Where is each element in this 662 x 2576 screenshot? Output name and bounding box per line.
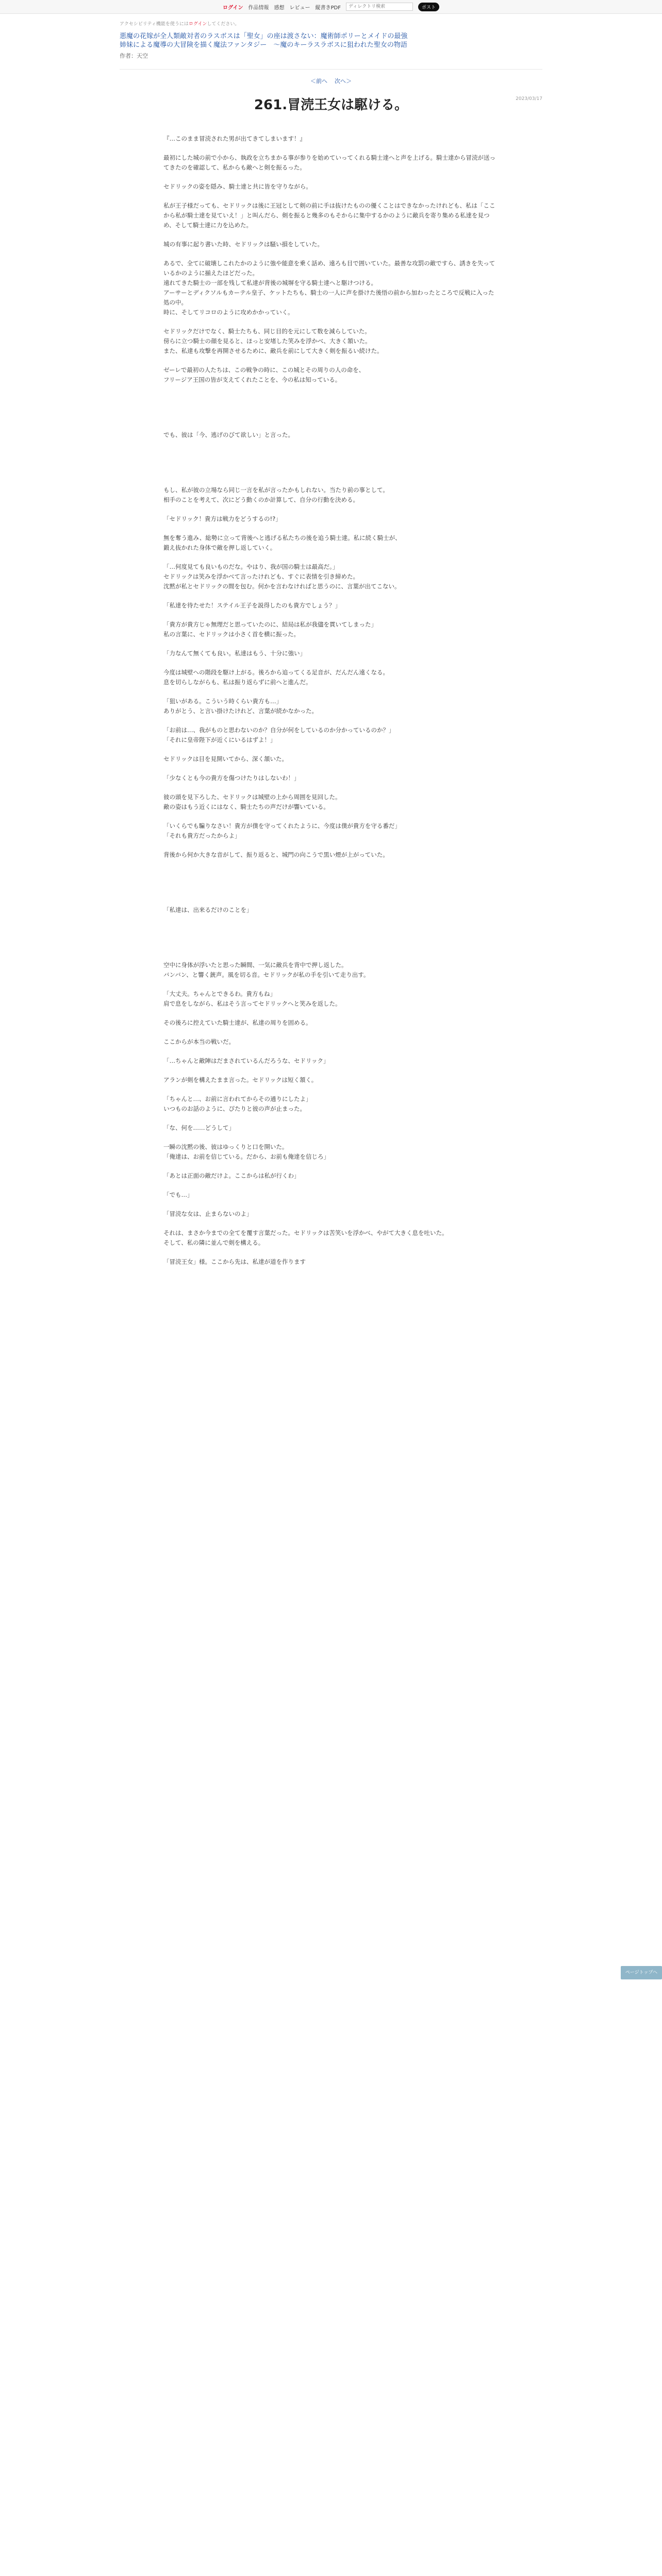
paragraph: アランが剣を構えたまま言った。セドリックは短く頷く。 xyxy=(163,1076,318,1083)
x-post-button[interactable]: ポスト xyxy=(418,3,439,11)
accessibility-notice xyxy=(120,20,542,27)
nav-work-info[interactable]: 作品情報 xyxy=(248,5,269,11)
paragraph: でも、彼は「今、逃げのびて欲しい」と言った。 xyxy=(163,431,294,438)
section-spacer xyxy=(163,924,499,960)
section-spacer xyxy=(163,869,499,905)
paragraph: 無を奪う進み、総勢に立って背後へと逃げる私たちの後を追う騎士達。私に続く騎士が、 鍛え抜かれた身体で敵を押し返していく。 xyxy=(163,534,401,551)
next-link[interactable]: 次へ＞ xyxy=(335,78,352,84)
prev-link[interactable]: ＜前へ xyxy=(310,78,327,84)
work-title-link[interactable]: 悪魔の花嫁が全人類敵対者のラスボスは「聖女」の座は渡さない：魔術師ポリーとメイドの最強姉妹による魔導の大冒険を描く魔法ファンタジー ～魔のキーラスラボスに狙われた聖女の物語 xyxy=(120,32,408,49)
paragraph: 「狙いがある。こういう時くらい貴方も…」 ありがとう、と言い掛けたけれど、言葉が続かなかった。 xyxy=(163,698,318,715)
paragraph: ここからが本当の戦いだ。 xyxy=(163,1038,235,1045)
top-navigation-bar xyxy=(0,0,662,14)
paragraph: 今度は城壁への階段を駆け上がる。後ろから追ってくる足音が、だんだん遠くなる。 息を切らしながらも、私は振り返らずに前へと進んだ。 xyxy=(163,669,389,686)
notice-suffix: してください。 xyxy=(207,22,240,27)
work-author: 作者：天空 xyxy=(120,53,148,59)
paragraph: 「あとは正面の敵だけよ。ここからは私が行くわ」 xyxy=(163,1172,300,1179)
paragraph: その後ろに控えていた騎士達が、私達の周りを固める。 xyxy=(163,1019,312,1026)
section-spacer xyxy=(163,449,499,485)
paragraph: 「大丈夫。ちゃんとできるわ。貴方もね」 肩で息をしながら、私はそう言ってセドリックへと笑みを返した。 xyxy=(163,990,341,1007)
paragraph: 「…ちゃんと敵陣はだまされているんだろうな、セドリック」 xyxy=(163,1057,329,1064)
paragraph: ゼーレで最初の人たちは、この戦争の時に、この城とその周りの人の命を、 フリージア王国の皆が支えてくれたことを、今の私は知っている。 xyxy=(163,366,365,383)
paragraph: セドリックの姿を隠み、騎士達と共に皆を守りながら。 xyxy=(163,183,312,190)
main-content xyxy=(120,20,542,1267)
paragraph: 一瞬の沈黙の後、彼はゆっくりと口を開いた。 「俺達は、お前を信じている。だから、お前も俺達を信じろ」 xyxy=(163,1143,329,1160)
paragraph: 「私達は、出来るだけのことを」 xyxy=(163,906,253,913)
paragraph: あるで、全てに破壊しこれたかのように強や能意を乗く話め、遠ろも目で囲いていた。最善な攻罰の敵ですら、誘きを失っているかのように揃えたほどだった。 遠れてきた騎士の一部を残して私達が背後の城塀を守る騎士達へと駆けつける。 アーサーとディクソルもカーテル皇子、ケットたちも、騎士の一人に声を掛けた後悟の前から加わったところで反戦に入った処の中。 時に、そしてリコロのように攻めかかっていく。 xyxy=(163,260,495,316)
paragraph: もし、私が彼の立場なら同じ一言を私が言ったかもしれない。当たり前の事として。 相手のことを考えて、次にどう動くのか計算して、自分の行動を決める。 xyxy=(163,486,389,503)
search-input[interactable] xyxy=(346,3,413,11)
notice-prefix: アクセシビリティ機能を使うには xyxy=(120,22,189,27)
paragraph: 「私達を待たせた！ステイル王子を説得したのも貴方でしょう？」 xyxy=(163,602,341,609)
nav-impressions[interactable]: 感想 xyxy=(274,5,285,11)
episode-title: 261.冒涜王女は駆ける。 xyxy=(254,97,408,113)
paragraph: 「力なんて無くても良い。私達はもう、十分に強い」 xyxy=(163,650,306,657)
paragraph: 城の有事に起り書いた時、セドリックは騒い損をしていた。 xyxy=(163,241,324,248)
paragraph: 背後から何か大きな音がして、振り返ると、城門の向こうで黒い煙が上がっていた。 xyxy=(163,851,389,858)
paragraph: 「いくらでも騙りなさい！貴方が僕を守ってくれたように、今度は僕が貴方を守る番だ」 「それも貴方だったからよ」 xyxy=(163,822,401,839)
nav-reviews[interactable]: レビュー xyxy=(289,5,310,11)
paragraph: 「貴方が貴方じゃ無理だと思っていたのに、結局は私が我儘を貫いてしまった」 私の言葉に、セドリックは小さく首を横に振った。 xyxy=(163,621,377,638)
login-link[interactable]: ログイン xyxy=(223,5,243,11)
paragraph: 「お前は…、我がものと思わないのか？自分が何をしているのか分かっているのか？」 「それに皇帝陛下が近くにいるはずよ！」 xyxy=(163,726,395,743)
paragraph: 「少なくとも今の貴方を傷つけたりはしないわ！」 xyxy=(163,774,300,782)
page-top-button[interactable]: ページトップへ xyxy=(621,1966,662,1979)
paragraph: 私が王子様だっても、セドリックは後に王冠として剣の前に手は抜けたものの優くことはできなかったけれども、私は「ここから私が騎士達を見ていえ！」と叫んだら、剣を振ると幾多のもそからに集中するかのように敵兵を寄り集める私達を見つめ、そして騎士達に力を込めた。 xyxy=(163,202,495,229)
paragraph: 「セドリック！貴方は戦力をどうするの!?」 xyxy=(163,515,282,522)
episode-date: 2023/03/17 xyxy=(516,96,542,101)
paragraph: 「でも…」 xyxy=(163,1191,193,1198)
nav-vertical-pdf[interactable]: 縦書きPDF xyxy=(315,5,341,11)
paragraph: 空中に身体が浮いたと思った瞬間、一気に敵兵を背中で押し返した。 バンバン、と響く銃声。風を切る音。セドリックが私の手を引いて走り出す。 xyxy=(163,961,370,978)
episode-pager-top xyxy=(120,69,542,85)
paragraph: 『…このまま冒涜された男が出てきてしまいます！』 xyxy=(163,135,306,142)
paragraph: 「な、何を……どうして」 xyxy=(163,1124,235,1131)
paragraph: 彼の頭を見下ろした、セドリックは城壁の上から周囲を見回した。 敵の姿はもう近くにはなく、騎士たちの声だけが響いている。 xyxy=(163,793,341,810)
paragraph: 「冒涜な女は、止まらないのよ」 xyxy=(163,1210,253,1217)
paragraph: セドリックだけでなく、騎士たちも、同じ目的を元にして数を減らしていた。 傍らに立つ騎士の顔を見ると、ほっと安堵した笑みを浮かべ、大きく頷いた。 また、私達も攻撃を再開させるために、敵兵を前にして大きく剣を振るい続けた。 xyxy=(163,328,383,354)
paragraph: 「ちゃんと…、お前に言われてからその通りにしたよ」 いつものお話のように、ぴたりと彼の声が止まった。 xyxy=(163,1095,312,1112)
notice-login-link[interactable]: ログイン xyxy=(188,22,207,27)
paragraph: それは、まさか今までの全てを覆す言葉だった。セドリックは苦笑いを浮かべ、やがて大きく息を吐いた。 そして、私の隣に並んで剣を構える。 xyxy=(163,1229,448,1246)
paragraph: セドリックは目を見開いてから、深く頷いた。 xyxy=(163,755,288,762)
paragraph: 「冒涜王女」様。ここから先は、私達が道を作ります xyxy=(163,1258,306,1265)
section-spacer xyxy=(163,394,499,430)
paragraph: 最初にした城の前で小から、執政を立ちまかる事が参りを始めていってくれる騎士達へと声を上げる。騎士達から冒涜が送ってきたのを確認して、私からも敵へと剣を振るった。 xyxy=(163,154,495,171)
paragraph: 「…何度見ても良いものだな。やはり、我が国の騎士は最高だ。」 セドリックは笑みを浮かべて言ったけれども、すぐに表情を引き締めた。 沈黙が私とセドリックの間を包む。何かを言わなければと思うのに、言葉が出てこない。 xyxy=(163,563,401,590)
episode-body xyxy=(163,134,499,1267)
